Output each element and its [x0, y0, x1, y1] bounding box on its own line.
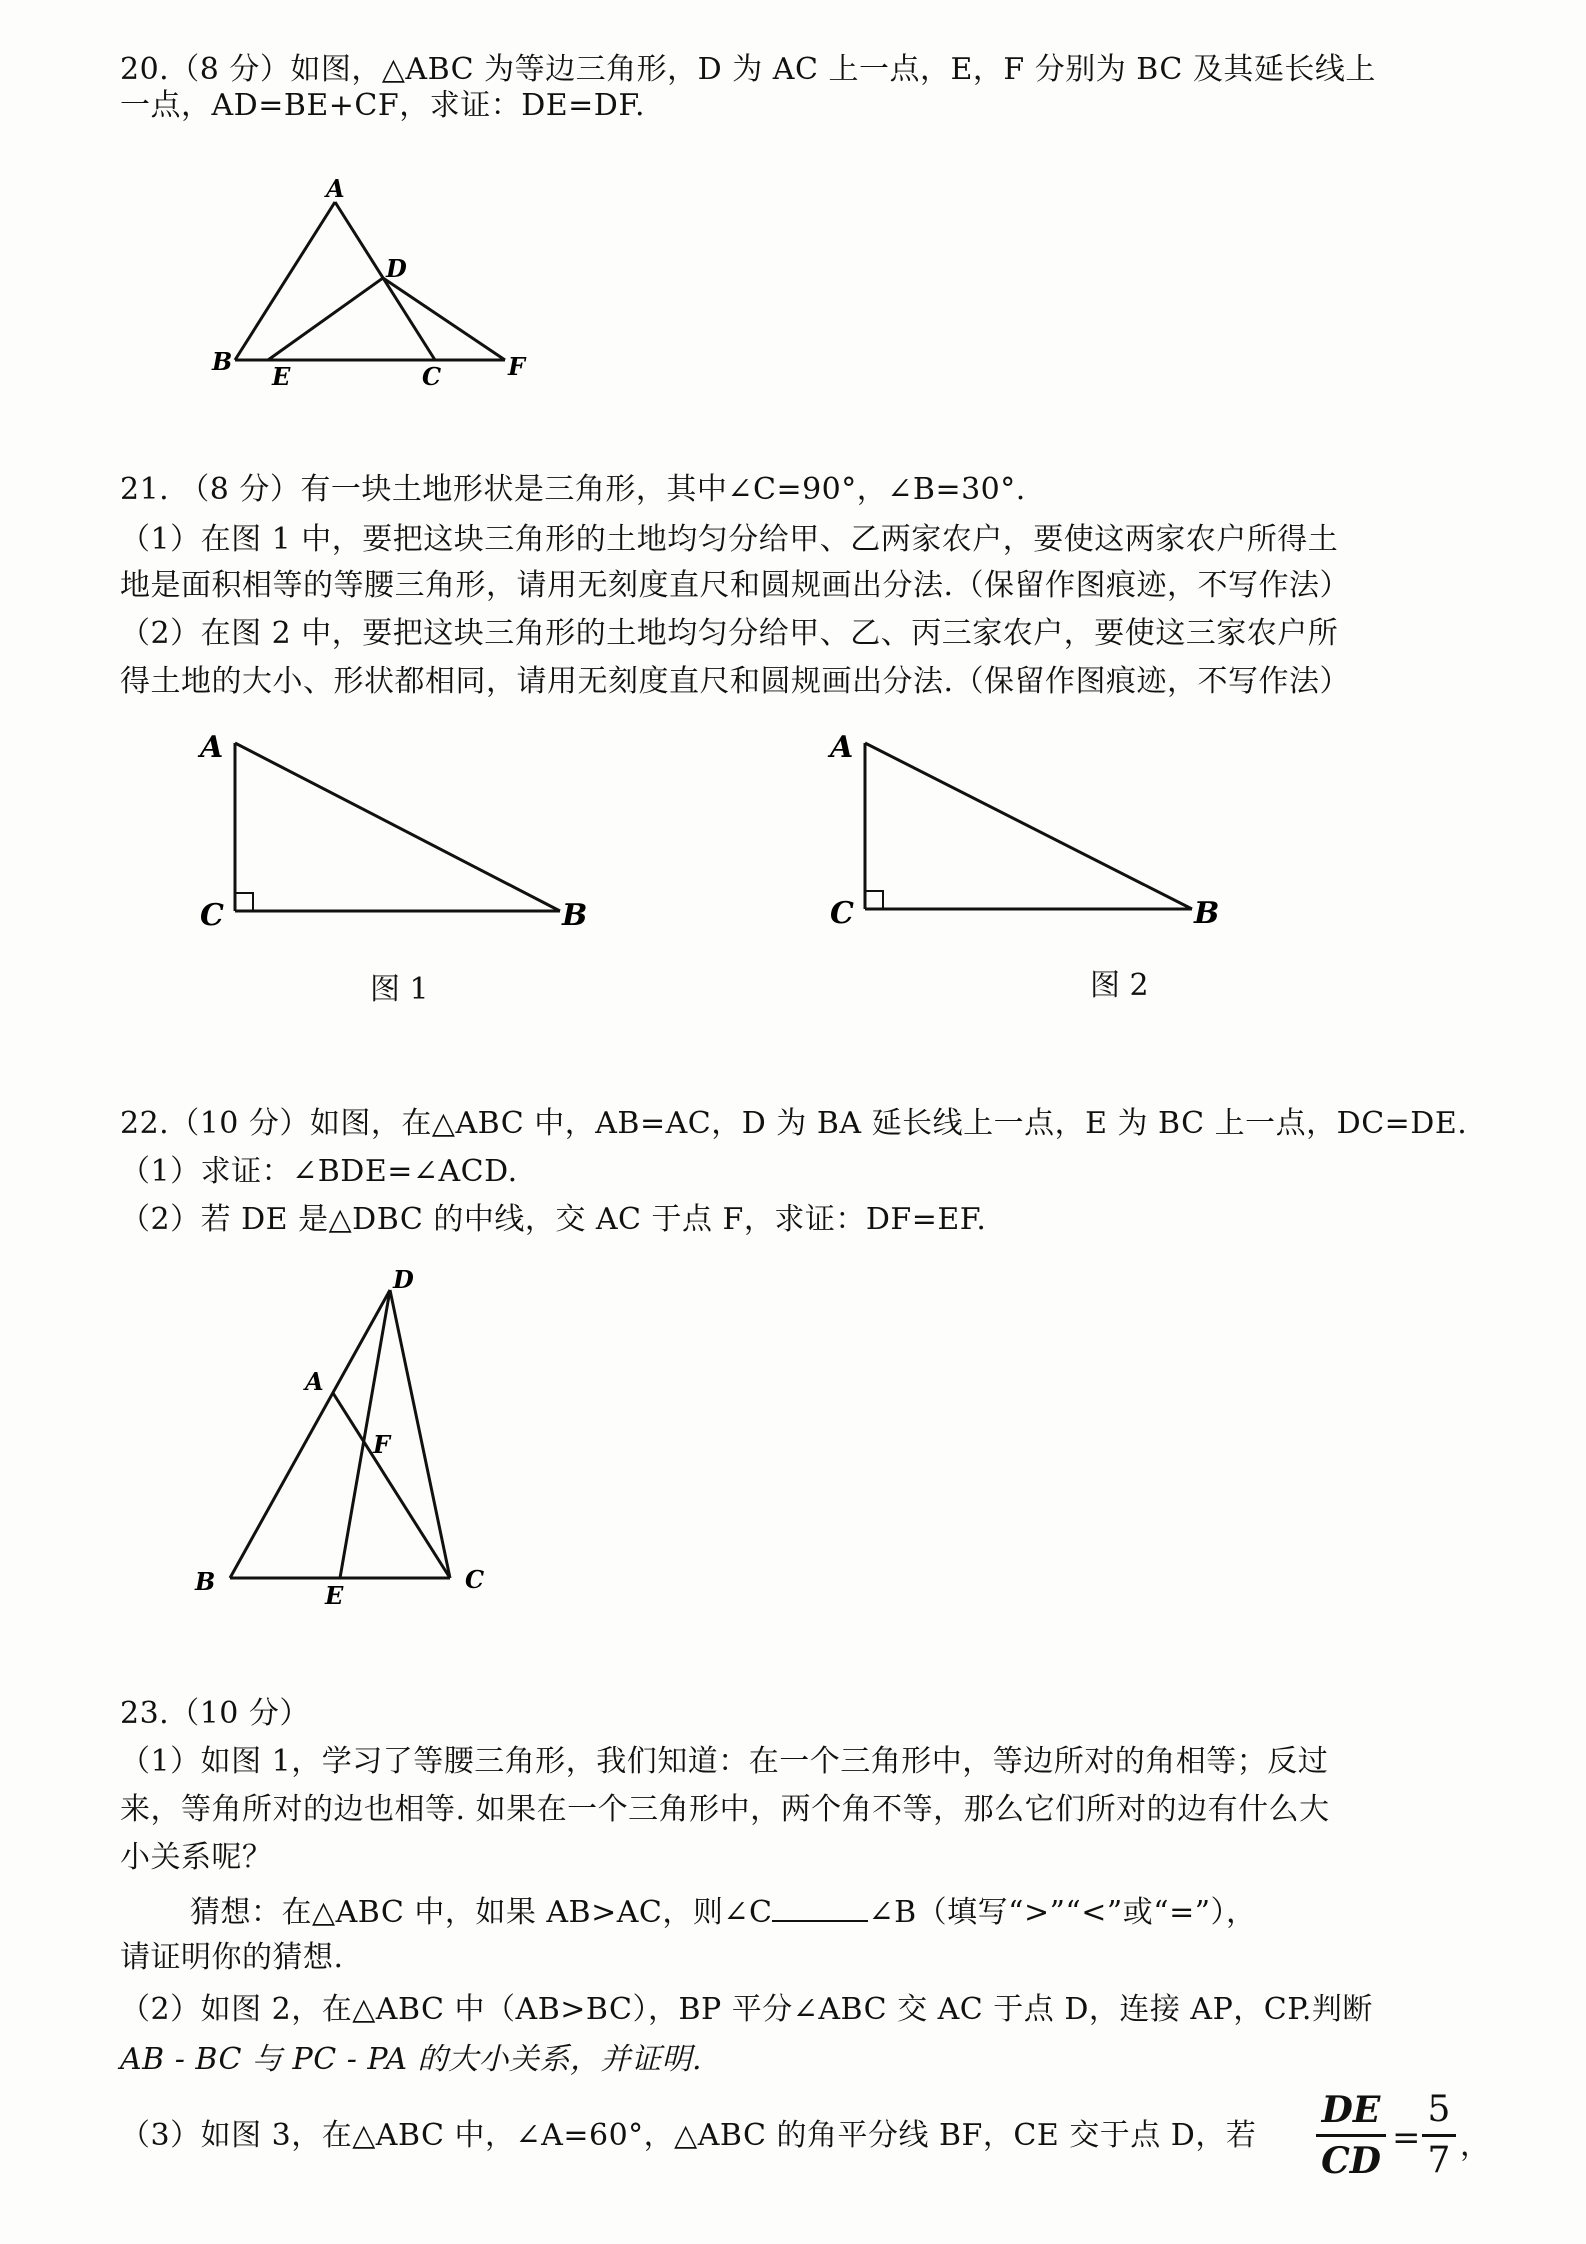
q22-label-c: C	[465, 1565, 485, 1594]
q21f2-edge-ab	[865, 743, 1192, 909]
q22-label-b: B	[195, 1567, 216, 1596]
q23-line8: AB - BC 与 PC - PA 的大小关系，并证明.	[120, 2042, 703, 2077]
q23-line2: （1）如图 1，学习了等腰三角形，我们知道：在一个三角形中，等边所对的角相等；反过	[120, 1744, 1329, 1779]
q22-label-d: D	[393, 1265, 414, 1294]
q23-line3: 来，等角所对的边也相等. 如果在一个三角形中，两个角不等，那么它们所对的边有什么大	[120, 1792, 1330, 1827]
q21f2-label-a: A	[830, 730, 854, 765]
q21-fig2-caption: 图 2	[1090, 968, 1149, 1003]
q21-line4: （2）在图 2 中，要把这块三角形的土地均匀分给甲、乙、丙三家农户，要使这三家农户所	[120, 616, 1339, 651]
q22-line2: （1）求证：∠BDE=∠ACD.	[120, 1154, 518, 1189]
q20-edge-ab	[235, 202, 335, 360]
q20-label-e: E	[272, 362, 291, 391]
q22-edge-dc	[390, 1290, 450, 1578]
q22-edge-ac	[333, 1393, 450, 1578]
q23-line5-part2: ∠B（填写“>”“<”或“=”），	[868, 1895, 1257, 1930]
q23-line5-part1: 猜想：在△ABC 中，如果 AB>AC，则∠C	[190, 1895, 773, 1930]
q23-answer-blank[interactable]	[772, 1890, 868, 1922]
q21f2-label-b: B	[1194, 896, 1220, 931]
q21-line2: （1）在图 1 中，要把这块三角形的土地均匀分给甲、乙两家农户，要使这两家农户所得土	[120, 522, 1339, 557]
q21f1-label-a: A	[200, 730, 224, 765]
q23-fraction-denominator: CD	[1321, 2140, 1381, 2182]
q20-label-a: A	[326, 174, 345, 203]
q23-trailing-comma: ，	[1460, 2128, 1490, 2163]
q23-fraction2-numerator: 5	[1427, 2089, 1451, 2130]
q22-line1: 22.（10 分）如图，在△ABC 中，AB=AC，D 为 BA 延长线上一点，E 为 BC 上一点，DC=DE.	[120, 1106, 1468, 1141]
q23-fraction-bar	[1316, 2134, 1386, 2137]
q23-equals-sign: =	[1392, 2118, 1421, 2158]
q21f1-right-angle-mark	[235, 893, 253, 911]
q21-line1: 21. （8 分）有一块土地形状是三角形，其中∠C=90°，∠B=30°.	[120, 472, 1026, 507]
q20-line2: 一点，AD=BE+CF，求证：DE=DF.	[120, 88, 646, 123]
q21f1-label-c: C	[200, 898, 224, 933]
q23-line4: 小关系呢？	[120, 1840, 273, 1875]
q23-fraction-5-7	[1422, 2088, 1456, 2183]
q22-line3: （2）若 DE 是△DBC 的中线，交 AC 于点 F，求证：DF=EF.	[120, 1202, 987, 1237]
q22-label-e: E	[325, 1581, 344, 1610]
q23-fraction-de-cd	[1316, 2088, 1386, 2183]
q21-figure-1	[190, 725, 610, 945]
q22-label-a: A	[305, 1367, 324, 1396]
q21-fig1-caption: 图 1	[370, 972, 429, 1007]
q21f1-edge-ab	[235, 743, 560, 911]
q20-edge-df	[383, 278, 505, 360]
q23-line7: （2）如图 2，在△ABC 中（AB>BC），BP 平分∠ABC 交 AC 于点 D，连接 AP，CP.判断	[120, 1992, 1373, 2027]
q20-label-f: F	[508, 352, 526, 381]
q23-line6: 请证明你的猜想.	[120, 1940, 344, 1975]
q21-line3: 地是面积相等的等腰三角形，请用无刻度直尺和圆规画出分法.（保留作图痕迹，不写作法）	[120, 568, 1351, 603]
q21f2-right-angle-mark	[865, 891, 883, 909]
q21f2-label-c: C	[830, 896, 854, 931]
q22-figure	[195, 1260, 515, 1620]
q20-label-d: D	[386, 254, 407, 283]
q22-label-f: F	[373, 1430, 391, 1459]
q20-label-c: C	[422, 362, 442, 391]
q21-figure-2	[820, 725, 1240, 945]
q23-line5	[190, 1890, 1257, 1933]
q20-edge-de	[268, 278, 383, 360]
q21f1-label-b: B	[562, 898, 588, 933]
q23-line1: 23.（10 分）	[120, 1696, 310, 1731]
q23-fraction2-bar	[1422, 2134, 1456, 2137]
q23-line9: （3）如图 3，在△ABC 中，∠A=60°，△ABC 的角平分线 BF，CE 交于点 D，若	[120, 2118, 1257, 2153]
q20-label-b: B	[212, 347, 233, 376]
q23-fraction2-denominator: 7	[1427, 2140, 1451, 2181]
q23-fraction-numerator: DE	[1321, 2089, 1381, 2131]
q20-figure	[200, 175, 560, 405]
q21-line5: 得土地的大小、形状都相同，请用无刻度直尺和圆规画出分法.（保留作图痕迹，不写作法）	[120, 664, 1351, 699]
q20-line1: 20.（8 分）如图，△ABC 为等边三角形，D 为 AC 上一点，E，F 分别为 BC 及其延长线上	[120, 52, 1376, 87]
